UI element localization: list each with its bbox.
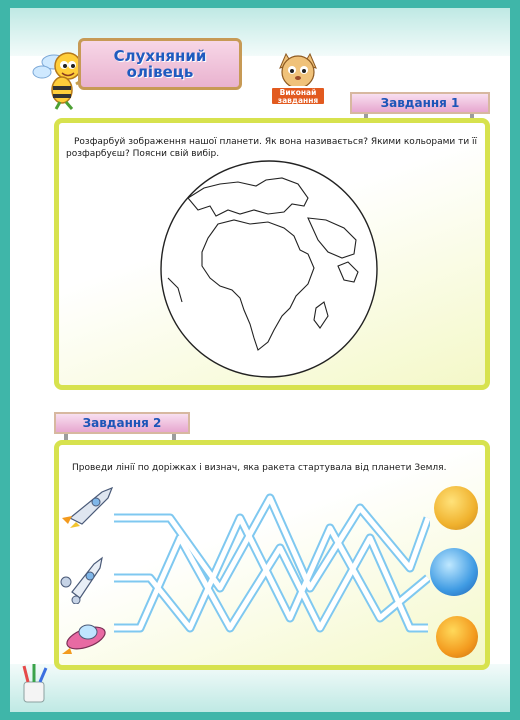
task-1-tab: Завдання 1 xyxy=(350,92,490,114)
bottom-decor-band xyxy=(10,664,510,712)
rocket-icon xyxy=(58,552,110,604)
sun-icon xyxy=(434,486,478,530)
path-maze xyxy=(110,478,430,650)
task-2-text: Проведи лінії по доріжках і визнач, яка ракета стартувала від планети Земля. xyxy=(72,463,447,473)
section-title-card xyxy=(78,38,242,90)
do-tasks-badge: Виконай завдання xyxy=(270,86,326,106)
rocket-icon xyxy=(62,482,118,528)
earth-outline-icon xyxy=(158,158,380,380)
section-title: Слухняний олівець xyxy=(113,47,207,81)
sun-planet-icon xyxy=(436,616,478,658)
task-1-text: Розфарбуй зображення нашої планети. Як вона називається? Якими кольорами ти її розфарбуєш? Поясни свій вибір. xyxy=(66,137,478,159)
task-2-tab: Завдання 2 xyxy=(54,412,190,434)
flying-saucer-icon xyxy=(60,614,110,660)
pencil-cup-icon xyxy=(12,662,56,706)
earth-planet-icon xyxy=(430,548,478,596)
